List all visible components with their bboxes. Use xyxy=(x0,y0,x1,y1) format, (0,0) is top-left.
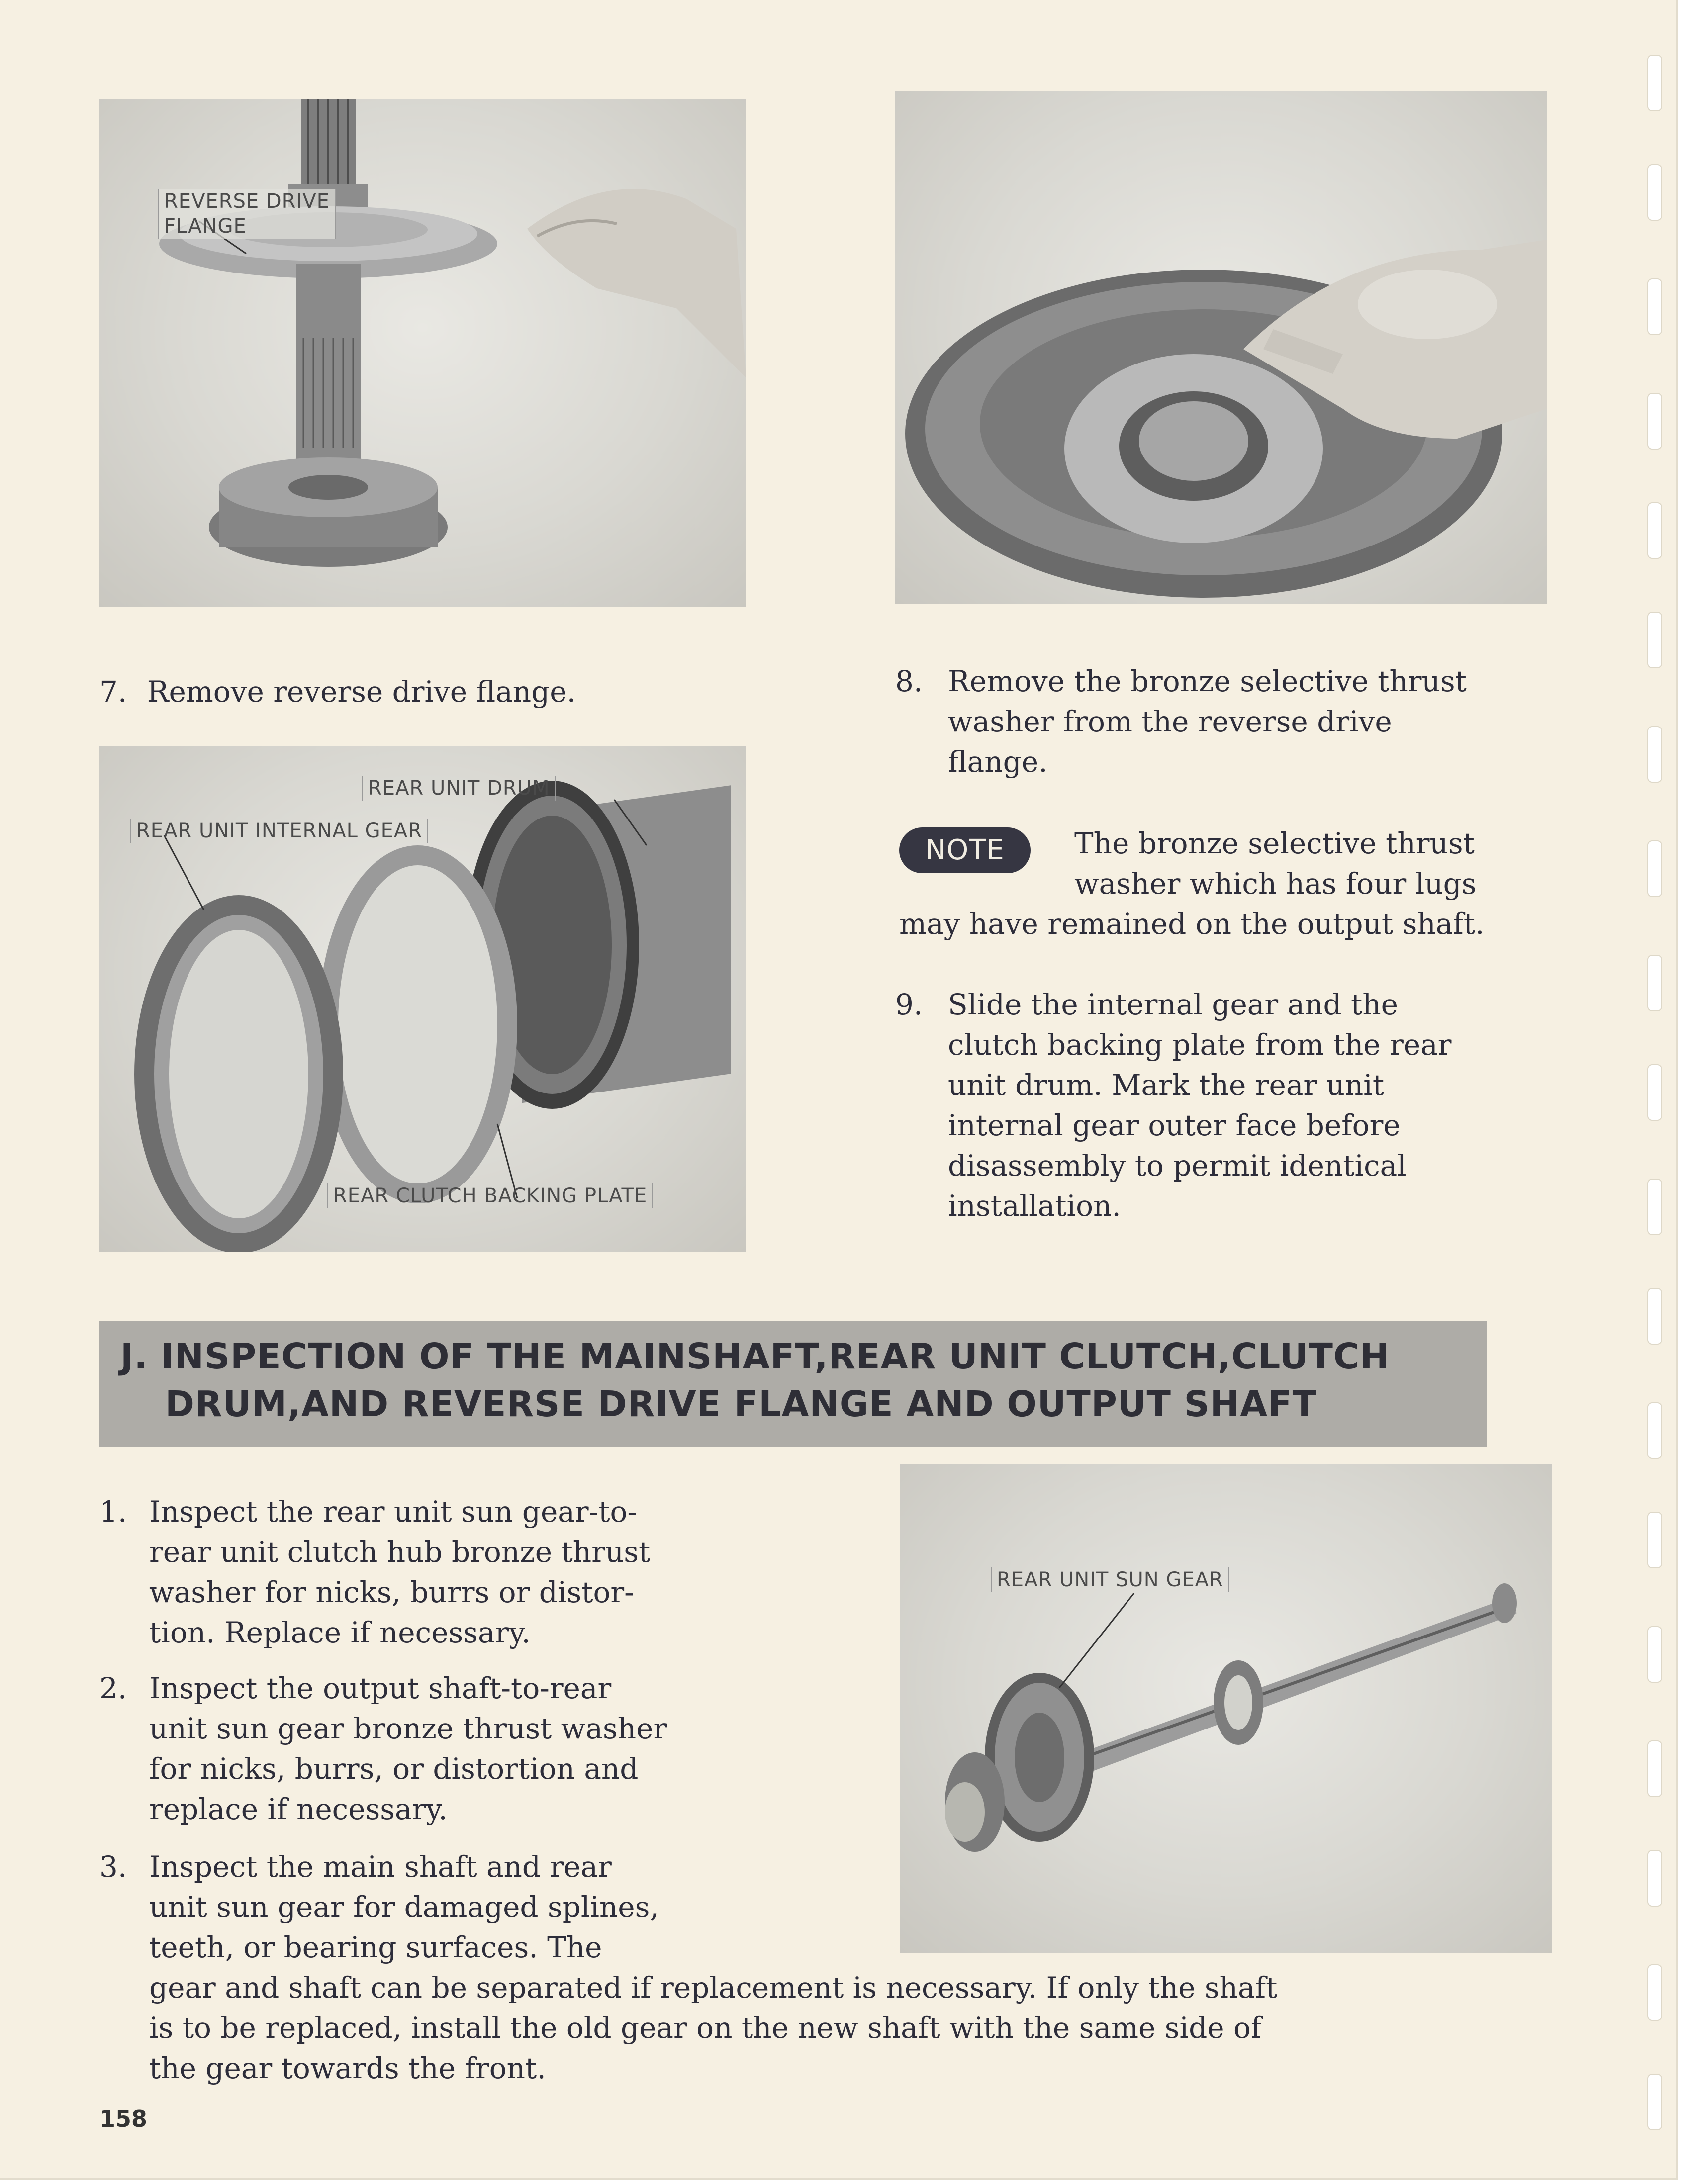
page-number: 158 xyxy=(99,2105,148,2132)
item-number: 2. xyxy=(99,1671,127,1705)
binder-hole xyxy=(1647,164,1662,221)
photo-reverse-drive-flange xyxy=(99,99,746,607)
section-heading-band xyxy=(99,1321,1487,1447)
binder-hole xyxy=(1647,1964,1662,2021)
item-text: Inspect the main shaft and rear unit sun gear for damaged splines, teeth, or bearing surfaces. The gear and shaft can be separated if replacement is necessary. If only the shaft is to be replaced, install the old gear on the new shaft with the same side of the gear towards the front. xyxy=(149,1850,1278,2085)
step-number: 7. xyxy=(99,675,127,709)
section-heading-line-1: J. INSPECTION OF THE MAINSHAFT,REAR UNIT CLUTCH,CLUTCH xyxy=(120,1336,1390,1377)
binder-hole xyxy=(1647,278,1662,335)
item-text: Inspect the rear unit sun gear-to- rear unit clutch hub bronze thrust washer for nicks, burrs or distor- tion. Replace if necessary. xyxy=(149,1495,651,1649)
binder-hole xyxy=(1647,1740,1662,1797)
note-text: The bronze selective thrust washer which has four lugs may have remained on the output shaft. xyxy=(899,826,1485,941)
inspection-item-3 xyxy=(99,1847,1572,2095)
binder-hole xyxy=(1647,1179,1662,1235)
binder-hole xyxy=(1647,1288,1662,1345)
callout-rear-unit-internal-gear: REAR UNIT INTERNAL GEAR xyxy=(130,819,428,843)
callout-rear-unit-sun-gear: REAR UNIT SUN GEAR xyxy=(991,1567,1229,1592)
step-number: 8. xyxy=(895,664,923,698)
step-8 xyxy=(895,661,1552,791)
note-badge: NOTE xyxy=(899,827,1031,873)
callout-reverse-drive-flange: REVERSE DRIVE FLANGE xyxy=(158,189,336,239)
binder-hole xyxy=(1647,1512,1662,1568)
item-text: Inspect the output shaft-to-rear unit sun gear bronze thrust washer for nicks, burrs, or distortion and replace if necessary. xyxy=(149,1671,667,1826)
binder-hole xyxy=(1647,2074,1662,2130)
binder-hole xyxy=(1647,612,1662,668)
binder-hole xyxy=(1647,726,1662,783)
step-number: 9. xyxy=(895,988,923,1021)
mainshaft-illustration xyxy=(99,99,746,607)
inspection-item-2 xyxy=(99,1668,875,1837)
binder-hole xyxy=(1647,1402,1662,1459)
callout-rear-unit-drum: REAR UNIT DRUM xyxy=(362,776,556,801)
step-text: Remove reverse drive flange. xyxy=(147,675,576,709)
binder-hole xyxy=(1647,1064,1662,1121)
binder-hole xyxy=(1647,1626,1662,1683)
step-7 xyxy=(99,671,576,712)
binder-hole xyxy=(1647,955,1662,1011)
binder-hole xyxy=(1647,502,1662,559)
item-number: 1. xyxy=(99,1495,127,1529)
callout-rear-clutch-backing-plate: REAR CLUTCH BACKING PLATE xyxy=(327,1183,653,1208)
step-9 xyxy=(895,985,1552,1233)
step-text: Slide the internal gear and the clutch backing plate from the rear unit drum. Mark the rear unit internal gear outer face before disassembly to permit identical installation. xyxy=(948,988,1452,1223)
thrust-washer-illustration xyxy=(895,91,1547,604)
binder-hole xyxy=(1647,393,1662,450)
inspection-item-1 xyxy=(99,1492,875,1661)
step-text: Remove the bronze selective thrust washer from the reverse drive flange. xyxy=(948,664,1467,779)
binder-hole xyxy=(1647,55,1662,111)
photo-selective-thrust-washer xyxy=(895,91,1547,604)
binder-hole xyxy=(1647,840,1662,897)
item-number: 3. xyxy=(99,1850,127,1884)
photo-rear-unit-components xyxy=(99,746,746,1252)
binder-hole xyxy=(1647,1850,1662,1907)
section-heading-line-2: DRUM,AND REVERSE DRIVE FLANGE AND OUTPUT SHAFT xyxy=(165,1383,1317,1425)
